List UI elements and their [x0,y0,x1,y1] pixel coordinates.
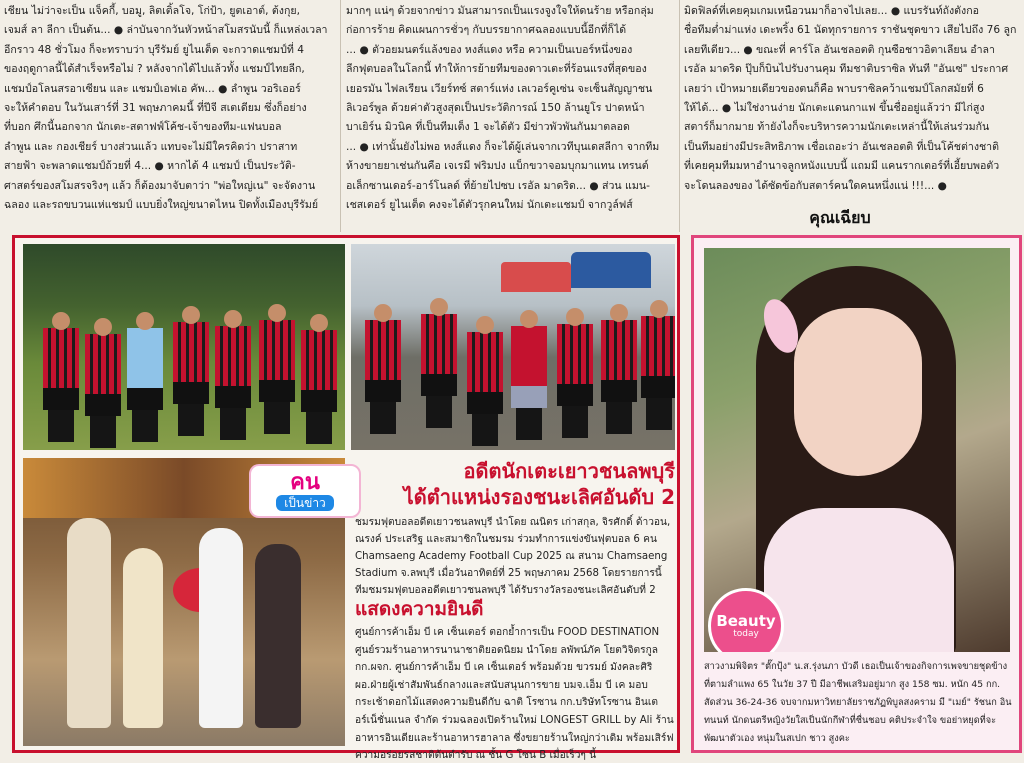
column-line: ชื่อทีมต่ำม่าแห่ง เดะพริ้ง 61 นัดทุกรายการ ราชันชุดขาว เสียไปถึง 76 ลูก [684,24,1017,37]
column-line: จะให้คำตอบ ในวันเสาร์ที่ 31 พฤษภาคมนี้ ที่ปีจี สเตเดียม ซึ่งก็อย่าง [4,102,307,115]
tent-shape [571,252,651,288]
column-line: ของฤดูกาลนี้ได้สำเร็จหรือไม่ ? หลังจากได้ไปแล้วทั้ง แชมป์ไทยลีก, [4,63,305,76]
column-line: เรอัล มาดริด ปุ๊บก็บินไปรับงานคุม ทีมชาติบราซิล ทันที "อันเซ่" ประกาศ [684,63,1009,76]
player-figure [173,322,209,438]
person-figure [255,544,301,728]
person-figure [67,518,111,728]
column-line: สายฟ้า จะพลาดแชมป์ถ้วยที่ 4... ● หากได้ 4 แชมป์ เป็นประวัติ- [4,160,296,173]
badge-subtext: today [733,629,759,639]
columnist-title: คุณเฉียบ [809,208,871,227]
beauty-today-box [691,235,1022,753]
column-left [0,0,340,232]
portrait-photo [704,248,1010,652]
football-story-text: ชมรมฟุตบอลอดีตเยาวชนลพบุรี นำโดย ณนิตร เก่าสกุล, จิรศักดิ์ ด้าวอน, ณรงค์ ประเสริฐ และสมาชิกในชมรม ร่วมทำการแข่งขันฟุตบอล 6 คน Chamsaeng Academy Football Cup 2025 ณ สนาม Chamsaeng Stadium จ.ลพบุรี เมื่อวันอาทิตย์ที่ 25 พฤษภาคม 2568 โดยรายการนี้ ทีมชมรมฟุตบอลอดีตเยาวชนลพบุรี ได้รับรางวัลรองชนะเลิศอันดับที่ 2 [355,517,671,596]
player-figure [43,328,79,438]
column-line: ที่เคยคุมทีมมหาอำนาจลูกหนังแบบนี้ แถมมี แคนรากเตอร์ที่เอี้ยบพอตัว [684,160,1000,173]
congratulations-heading: แสดงความยินดี [355,598,484,620]
column-line: ลำพูน และ กองเชียร์ บางส่วนแล้ว แทบจะไม่มีใครคิดว่า ปราสาท [4,140,298,153]
column-line: ลิเวอร์พูล ด้วยค่าตัวสูงสุดเป็นประวัติการณ์ 150 ล้านยูโร ปาดหน้า [346,102,645,115]
column-line: ... ● เท่านั้นยังไม่พอ หงส์แดง ก็จะได้ผู้เล่นจากเวทีบุนเดสลีกา จากทีม [346,140,660,153]
column-line: จะโดนลองของ ได้ซัดข้อกับสตาร์คนใดคนหนึ่งแน่ !!!... ● [684,179,947,192]
column-line: ที่บอก ศึกนี้นอกจาก นักเตะ-สตาฟฟ์โค้ช-เจ้าของทีม-แฟนบอล [4,121,282,134]
person-figure [199,528,243,728]
player-figure [467,332,503,438]
column-line: ศาสตร์ของสโมสรจริงๆ แล้ว ก็ต้องมาจับตาว่า "พ่อใหญ่เน" จะจัดงาน [4,179,316,192]
logo-main-text: คน [290,470,320,495]
column-line: มิดฟิลด์ที่เคยคุมเกมเหนือวนมาก็อาจไปเลย... ● แบรรันท์ถังตังกอ [684,5,980,17]
column-line: บาเยิร์น มิวนิค ที่เป็นทีมเต็ง 1 จะได้ตัว มีข่าวพัวพันกันมาตลอด [346,121,630,134]
person-figure [123,548,163,728]
headline-line: อดีตนักเตะเยาวชนลพบุรี [463,459,675,483]
logo-sub-text: เป็นข่าว [276,495,334,511]
column-middle [342,0,678,232]
column-line: เลยว่า เป้าหมายเดียวของตนก็คือ พาบราซิลคว้าแชมป์โลกสมัยที่ 6 [684,82,984,95]
news-feature-box [12,235,680,762]
portrait-blouse [764,508,954,652]
column-line: ก่อการร้าย คิดแผนการชั่วๆ กับบรรยากาศฉลองแบบนี้อีกที่ก็ได้ [346,24,627,37]
column-line: แชมป์อโลนสรอาเซียน และ แชมป์เอฟเอ คัพ... ● ลำพูน วอริเออร์ [4,82,301,95]
portrait-face [794,308,922,476]
team-photo-gravel [351,244,675,450]
column-line: ให้ได้... ● ไม่ใช่งานง่าย นักเตะแดนกาแฟ ขึ้นชื่ออยู่แล้วว่า มีไก่สูง [684,102,985,115]
player-figure [511,326,547,438]
column-line: ... ● ตัวอยมนตร์แล้งของ หงส์แดง หรือ ความเป็นเบอร์หนึ่งของ [346,43,633,56]
headline-line: ได้ตำแหน่งรองชนะเลิศอันดับ 2 [403,485,675,509]
column-line: เยอรมัน ไฟลเรียน เวียร์ทซ์ สตาร์แห่ง เลเวอร์คูเซ่น จะเซ็นสัญญาชน [346,82,653,95]
team-photo-grass [23,244,345,450]
column-line: เจมส์ ลา ลีกา เป็นต้น... ● ล่าบันจากวันหัวหน้าสโมสรนับนี้ ก็แหล่งเวลา [4,24,328,37]
player-figure [215,326,251,438]
column-line: เลยทีเดียว... ● ขณะที่ คาร์โล อันเชลอตติ กุนซือชาวอิตาเลียน อำลา [684,43,995,56]
column-line: สตาร์ก็มากมาย ท้ายังไงก็จะบริหารความนักเตะเหล่านี้ให้เล่นร่วมกัน [684,121,990,134]
player-figure [601,320,637,438]
column-line: เป็นทีมอย่างมีประสิทธิภาพ เชื่อเถอะว่า อันเชลอตติ ที่เป็นโค้ชต่างชาติ [684,140,1000,153]
feature-headline [355,458,675,510]
column-line: ฉลอง และรถขบวนแห่แชมป์ แบบยิ่งใหญ่ขนาดไหน ปิดทั้งเมืองบุรีรัมย์ [4,199,319,212]
player-figure [641,316,675,438]
player-figure [259,320,295,438]
tent-shape [501,262,571,292]
player-figure [127,328,163,438]
kon-pen-khao-logo [249,464,361,518]
column-divider [340,0,341,232]
column-line: ห้างขายยาเช่นกันคือ เจเรมี ฟริมปง แบ็กขวาจอมบุกมาแทน เทรนต์ [346,160,649,173]
column-line: เชสเตอร์ ยูไนเต็ด คงจะได้ตัวรุกคนใหม่ นักเตะแชมป์ จากวูล์ฟส์ [346,199,633,212]
column-line: เชียน ไม่ว่าจะเป็น แจ็คกี้, บอมู, ลิตเติ้ลโจ, โก่ป้า, ยูตเอาต์, ต้งกุย, [4,5,300,17]
player-figure [365,320,401,438]
player-figure [301,330,337,438]
column-line: ลีกฟุตบอลในโลกนี้ ทำให้การย้ายทีมของดาวเตะที่ร้อนแรงที่สุดของ [346,63,647,76]
congratulations-story-text: ศูนย์การค้าเอ็ม บี เค เซ็นเตอร์ ตอกย้ำการเป็น FOOD DESTINATION ศูนย์รวมร้านอาหารนานาชาติยอดนิยม นำโดย ลพัพน์ภัค โยตวิจิตรกูล กก.ผจก. ศูนย์การค้าเอ็ม บี เค เซ็นเตอร์ พร้อมด้วย ขวรมย์ มังคละศิริ ผอ.ฝ่ายผู้เช่าสัมพันธ์กลางและสนับสนุนการขาย บมจ.เอ็ม บี เค มอบกระเช้าดอกไม้แสดงความยินดีกับ ฉาติ โรซาน กก.บริษัทโรซาน อินเตอร์เน็ชั่นแนล จำกัด ร่วมฉลองเปิดร้านใหม่ LONGEST GRILL by Ali ร้านอาหารอินเดียและร้านอาหารฮาลาล ซึ่งขยายร้านใหญ่กว่าเดิม พร้อมเสิร์ฟความอร่อยรสชาติต้นตำรับ ณ ชั้น G โซน B เมื่อเร็วๆ นี้ [355,627,674,762]
player-figure [557,324,593,438]
column-right [680,0,1024,232]
badge-text: Beauty [716,612,776,630]
column-line: อเล็กซานเดอร์-อาร์โนลด์ ที่ย้ายไปซบ เรอัล มาดริด... ● ส่วน แมน- [346,179,650,192]
column-line: อีกราว 48 ชั่วโมง ก็จะทราบว่า บุรีรัมย์ ยูไนเต็ด จะกวาดแชมป์ที่ 4 [4,43,304,56]
player-figure [421,314,457,438]
portrait-caption: สาวงามพิจิตร "ตั๊กปุ้ง" น.ส.รุ่งนภา บัวดี เธอเป็นเจ้าของกิจการเพจขายชุดข้างที่ตามลำแพง 65 ในวัย 37 ปี มีอาชีพเสริมอยู่มาก สูง 158 ซม. หนัก 45 กก. สัดส่วน 36-24-36 จบจากมหาวิทยาลัยราชภัฏพิบูลสงคราม มี "เมย์" รัชนก อินทนนท์ นักดนตรีหญิงวัยใสเป็นนักกีฬาที่ชื่นชอบ คติประจำใจ ขอย่าหยุดที่จะพัฒนาตัวเอง หนุ่มในสเปก ชาว สูงคะ [704,661,1012,744]
column-line: มากๆ แน่ๆ ด้วยจากข่าว มันสามารถเป็นแรงจูงใจให้ดนร้าย หรือกลุ่ม [346,5,654,17]
player-figure [85,334,121,438]
